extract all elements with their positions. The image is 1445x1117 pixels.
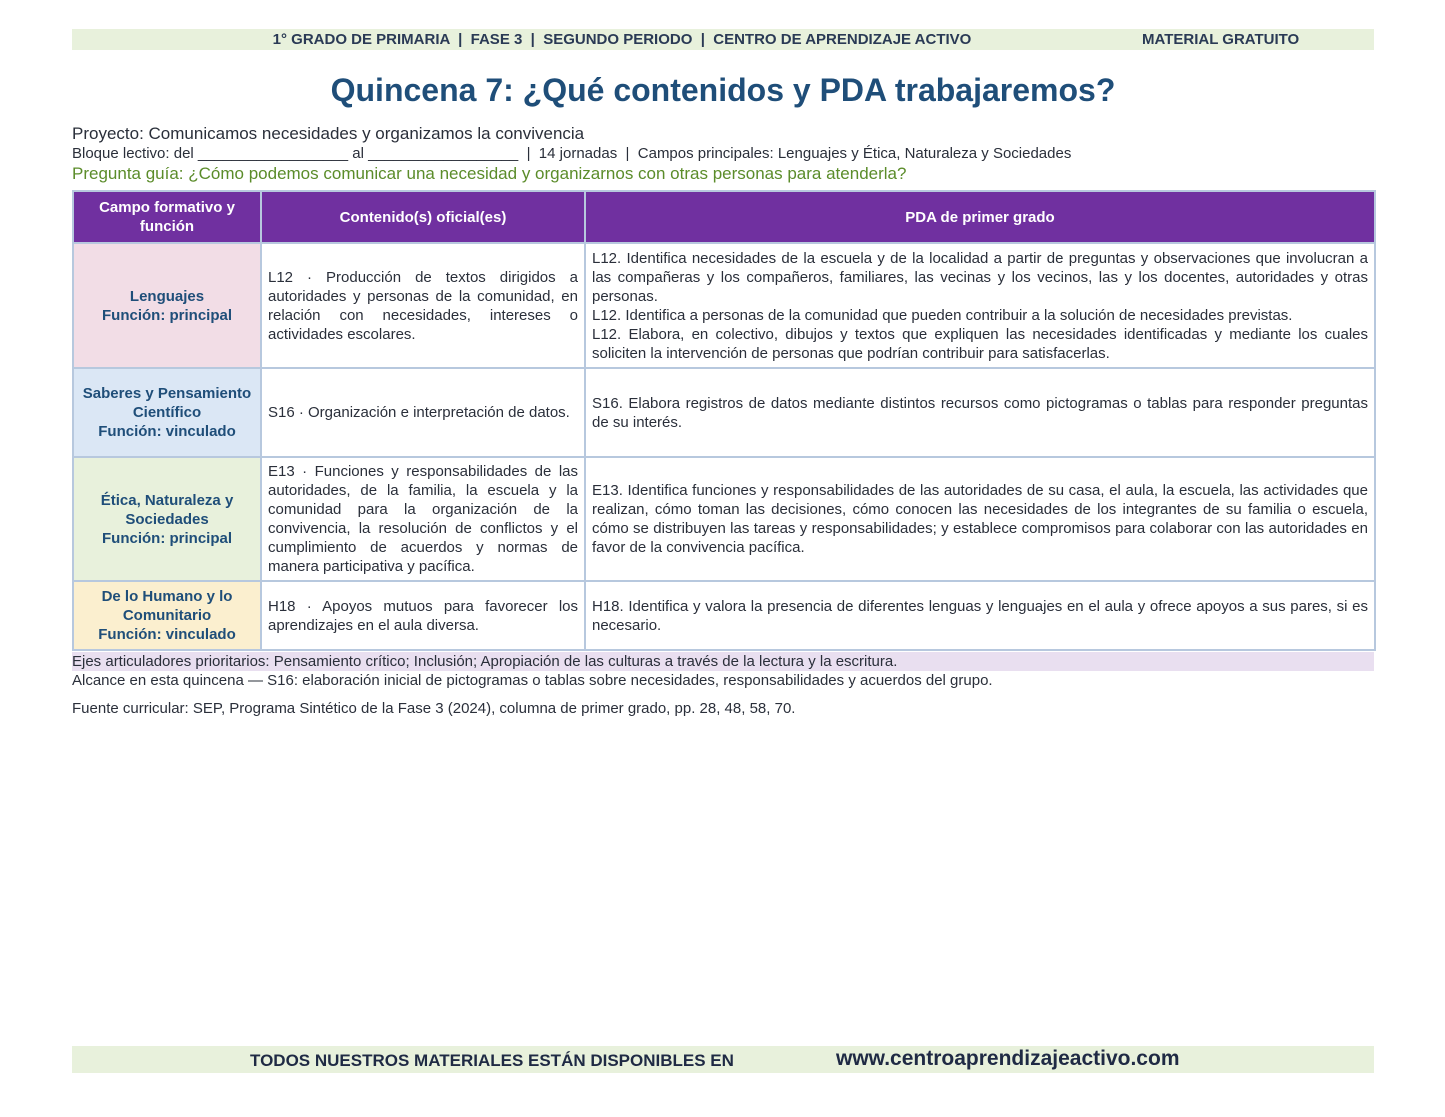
- fuente-line: Fuente curricular: SEP, Programa Sintético de la Fase 3 (2024), columna de primer grado, pp. 28, 48, 58, 70.: [72, 700, 796, 717]
- pda-item: S16. Elabora registros de datos mediante distintos recursos como pictogramas o tablas para responder preguntas de su interés.: [592, 394, 1368, 431]
- pda-cell: [585, 243, 1375, 368]
- alcance-line: Alcance en esta quincena — S16: elaboración inicial de pictogramas o tablas sobre necesidades, responsabilidades y acuerdos del grupo.: [72, 672, 993, 689]
- banner-free-material: MATERIAL GRATUITO: [1142, 31, 1300, 48]
- footer-message: TODOS NUESTROS MATERIALES ESTÁN DISPONIBLES EN: [250, 1051, 734, 1070]
- contenido-cell: E13 · Funciones y responsabilidades de las autoridades, de la familia, la escuela y la comunidad para la organización de la convivencia, la resolución de conflictos y el cumplimiento de acuerdos y normas de manera participativa y pacífica.: [261, 457, 585, 581]
- pda-cell: [585, 368, 1375, 457]
- footer-banner: [72, 1046, 1374, 1073]
- page-title: Quincena 7: ¿Qué contenidos y PDA trabajaremos?: [330, 72, 1116, 108]
- campo-name: Ética, Naturaleza y Sociedades: [100, 491, 234, 528]
- footer-url-link[interactable]: www.centroaprendizajeactivo.com: [836, 1047, 1180, 1070]
- campo-cell: [73, 368, 261, 457]
- header-pda: PDA de primer grado: [585, 191, 1375, 243]
- ejes-articuladores: Ejes articuladores prioritarios: Pensamiento crítico; Inclusión; Apropiación de las culturas a través de la lectura y la escritura.: [72, 652, 1374, 671]
- campo-cell: [73, 457, 261, 581]
- pda-item: E13. Identifica funciones y responsabilidades de las autoridades de su casa, el aula, la escuela, las actividades que realizan, cómo toman las decisiones, cómo conocen las necesidades de los integrantes de su familia o escuela, cómo se distribuyen las tareas y responsabilidades; y establece compromisos para colaborar con las autoridades en favor de la convivencia pacífica.: [592, 482, 1368, 556]
- header-campo: Campo formativo y función: [73, 191, 261, 243]
- campo-funcion: Función: vinculado: [98, 423, 236, 440]
- pda-cell: [585, 581, 1375, 650]
- bloque-line: Bloque lectivo: del __________________ al __________________ | 14 jornadas | Campos principales: Lenguajes y Ética, Naturaleza y Sociedades: [72, 145, 1072, 162]
- campo-funcion: Función: principal: [102, 306, 232, 324]
- pda-item: L12. Identifica necesidades de la escuela y de la localidad a partir de preguntas y observaciones que involucran a las compañeras y los compañeros, familiares, las vecinas y los vecinos, las y los docentes, autoridades y otras personas.: [592, 249, 1368, 305]
- project-line: Proyecto: Comunicamos necesidades y organizamos la convivencia: [72, 124, 585, 143]
- guiding-question: Pregunta guía: ¿Cómo podemos comunicar una necesidad y organizarnos con otras personas para atenderla?: [72, 164, 907, 183]
- campo-cell: [73, 581, 261, 650]
- table-row: [73, 457, 1375, 581]
- header-banner: [72, 29, 1374, 50]
- content-table: [72, 190, 1376, 651]
- banner-grade-info: 1° GRADO DE PRIMARIA | FASE 3 | SEGUNDO PERIODO | CENTRO DE APRENDIZAJE ACTIVO: [272, 31, 972, 48]
- campo-funcion: Función: vinculado: [98, 626, 236, 643]
- table-row: [73, 243, 1375, 368]
- campo-name: Saberes y Pensamiento Científico: [82, 385, 252, 421]
- table-row: [73, 368, 1375, 457]
- contenido-cell: H18 · Apoyos mutuos para favorecer los aprendizajes en el aula diversa.: [261, 581, 585, 650]
- campo-funcion: Función: principal: [102, 529, 232, 547]
- contenido-cell: L12 · Producción de textos dirigidos a autoridades y personas de la comunidad, en relación con necesidades, intereses o actividades escolares.: [261, 243, 585, 368]
- pda-cell: [585, 457, 1375, 581]
- header-contenido: Contenido(s) oficial(es): [261, 191, 585, 243]
- pda-item: L12. Identifica a personas de la comunidad que pueden contribuir a la solución de necesidades previstas.: [592, 306, 1293, 324]
- campo-name: De lo Humano y lo Comunitario: [101, 588, 233, 624]
- campo-name: Lenguajes: [129, 287, 205, 305]
- table-header-row: [73, 191, 1375, 243]
- pda-item: H18. Identifica y valora la presencia de diferentes lenguas y lenguajes en el aula y ofrece apoyos a sus pares, si es necesario.: [592, 597, 1368, 634]
- contenido-cell: S16 · Organización e interpretación de datos.: [261, 368, 585, 457]
- pda-item: L12. Elabora, en colectivo, dibujos y textos que expliquen las necesidades identificadas y mediante los cuales soliciten la intervención de personas que podrían contribuir para satisfacerlas.: [592, 325, 1368, 362]
- table-row: [73, 581, 1375, 650]
- campo-cell: [73, 243, 261, 368]
